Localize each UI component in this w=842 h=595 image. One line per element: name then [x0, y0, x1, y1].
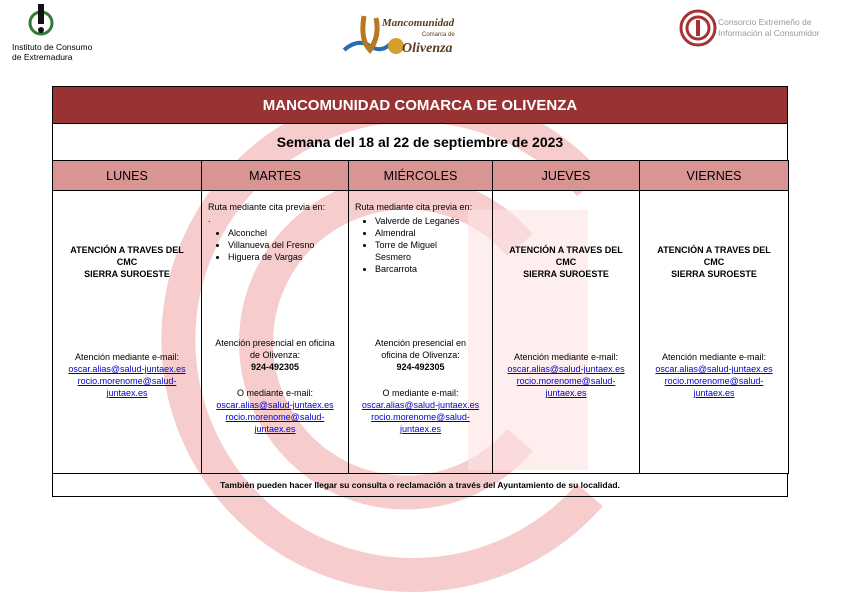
ice-logo: [12, 4, 122, 66]
email-rocio-part2: juntaex.es: [399, 424, 442, 434]
ceic-logo-line1: Consorcio Extremeño de: [718, 17, 812, 27]
email-link-rocio[interactable]: [665, 376, 764, 398]
week-heading: Semana del 18 al 22 de septiembre de 2023: [52, 123, 788, 160]
phone-number: 924-492305: [396, 362, 445, 372]
cmc-line1: ATENCIÓN A TRAVES DEL: [509, 245, 623, 255]
schedule-row: [53, 191, 789, 474]
cmc-line3: SIERRA SUROESTE: [523, 269, 609, 279]
email-link-oscar[interactable]: oscar.alias@salud-juntaex.es: [507, 364, 625, 374]
list-item: • Higuera de Vargas: [228, 251, 344, 263]
day-header-row: [53, 161, 789, 191]
ice-logo-line2: de Extremadura: [12, 52, 73, 62]
cell-jueves: [493, 191, 640, 474]
page-title: MANCOMUNIDAD COMARCA DE OLIVENZA: [52, 86, 788, 123]
list-item: [375, 239, 488, 263]
presencial-line1: Atención presencial en: [374, 338, 467, 348]
email-rocio-part2: juntaex.es: [254, 424, 296, 434]
presencial-line1: Atención presencial en oficina: [215, 338, 335, 348]
cmc-line2: CMC: [116, 257, 138, 267]
towns-list: [206, 227, 344, 263]
route-label: Ruta mediante cita previa en:: [208, 202, 326, 212]
email-label: Atención mediante e-mail:: [513, 352, 619, 362]
email-link-rocio[interactable]: [517, 376, 616, 398]
cell-martes: [202, 191, 349, 474]
list-item: • Almendral: [375, 227, 488, 239]
email-link-oscar[interactable]: oscar.alias@salud-juntaex.es: [655, 364, 773, 374]
cmc-line3: SIERRA SUROESTE: [671, 269, 757, 279]
email-label: O mediante e-mail:: [382, 388, 459, 398]
stray-dot: .: [208, 214, 211, 224]
list-item: • Valverde de Leganés: [375, 215, 488, 227]
towns-list: [353, 215, 488, 275]
day-header-martes: MARTES: [202, 161, 349, 191]
day-header-lunes: LUNES: [53, 161, 202, 191]
email-rocio-part1: rocio.morenome@salud-: [664, 376, 764, 386]
schedule-sheet: [52, 86, 788, 497]
cmc-block: [497, 244, 635, 280]
footer-note: También pueden hacer llegar su consulta o reclamación a través del Ayuntamiento de su localidad.: [52, 474, 788, 497]
email-label: Atención mediante e-mail:: [74, 352, 180, 362]
email-rocio-part1: rocio.morenome@salud-: [225, 412, 325, 422]
ice-logo-line1: Instituto de Consumo: [12, 42, 93, 52]
mancomunidad-logo-text2: Comarca de: [422, 32, 455, 38]
presencial-line2: de Olivenza:: [249, 350, 301, 360]
email-rocio-part2: juntaex.es: [545, 388, 587, 398]
ceic-logo-icon: [678, 6, 718, 50]
email-rocio-part1: rocio.morenome@salud-: [77, 376, 177, 386]
email-rocio-part2: juntaex.es: [106, 388, 148, 398]
email-link-rocio[interactable]: [371, 412, 470, 434]
route-label: Ruta mediante cita previa en:: [355, 202, 473, 212]
presencial-line2: oficina de Olivenza:: [381, 350, 460, 360]
email-link-rocio[interactable]: [226, 412, 325, 434]
email-rocio-part1: rocio.morenome@salud-: [516, 376, 616, 386]
cell-miercoles: [349, 191, 493, 474]
cmc-line3: SIERRA SUROESTE: [84, 269, 170, 279]
cmc-line2: CMC: [703, 257, 725, 267]
cmc-line2: CMC: [555, 257, 577, 267]
email-link-oscar[interactable]: oscar.alias@salud-juntaex.es: [361, 400, 480, 410]
mancomunidad-logo-graphic: [340, 10, 470, 62]
cmc-block: [644, 244, 784, 280]
phone-number: 924-492305: [250, 362, 300, 372]
cmc-line1: ATENCIÓN A TRAVES DEL: [70, 245, 184, 255]
day-header-viernes: VIERNES: [640, 161, 789, 191]
email-rocio-part2: juntaex.es: [693, 388, 735, 398]
ceic-logo: [678, 6, 838, 54]
schedule-table: [52, 160, 789, 474]
ceic-logo-line2: Información al Consumidor: [718, 28, 820, 38]
mancomunidad-logo-text3: Olivenza: [402, 41, 453, 56]
list-item: • Barcarrota: [375, 263, 488, 275]
mancomunidad-logo-text1: Mancomunidad: [382, 17, 455, 29]
day-header-miercoles: MIÉRCOLES: [349, 161, 493, 191]
town-torre: Torre de Miguel: [375, 240, 438, 250]
list-item: • Alconchel: [228, 227, 344, 239]
ice-logo-icon: [28, 4, 54, 38]
email-label: O mediante e-mail:: [236, 388, 314, 398]
email-link-oscar[interactable]: oscar.alias@salud-juntaex.es: [68, 364, 186, 374]
email-label: Atención mediante e-mail:: [661, 352, 767, 362]
cmc-line1: ATENCIÓN A TRAVES DEL: [657, 245, 771, 255]
list-item: • Villanueva del Fresno: [228, 239, 344, 251]
email-link-oscar[interactable]: oscar.alias@salud-juntaex.es: [216, 400, 334, 410]
cell-viernes: [640, 191, 789, 474]
cmc-block: [57, 244, 197, 280]
mancomunidad-logo: [340, 10, 470, 62]
day-header-jueves: JUEVES: [493, 161, 640, 191]
town-torre-cont: Sesmero: [375, 252, 412, 262]
email-link-rocio[interactable]: [78, 376, 177, 398]
cell-lunes: [53, 191, 202, 474]
email-rocio-part1: rocio.morenome@salud-: [371, 412, 470, 422]
